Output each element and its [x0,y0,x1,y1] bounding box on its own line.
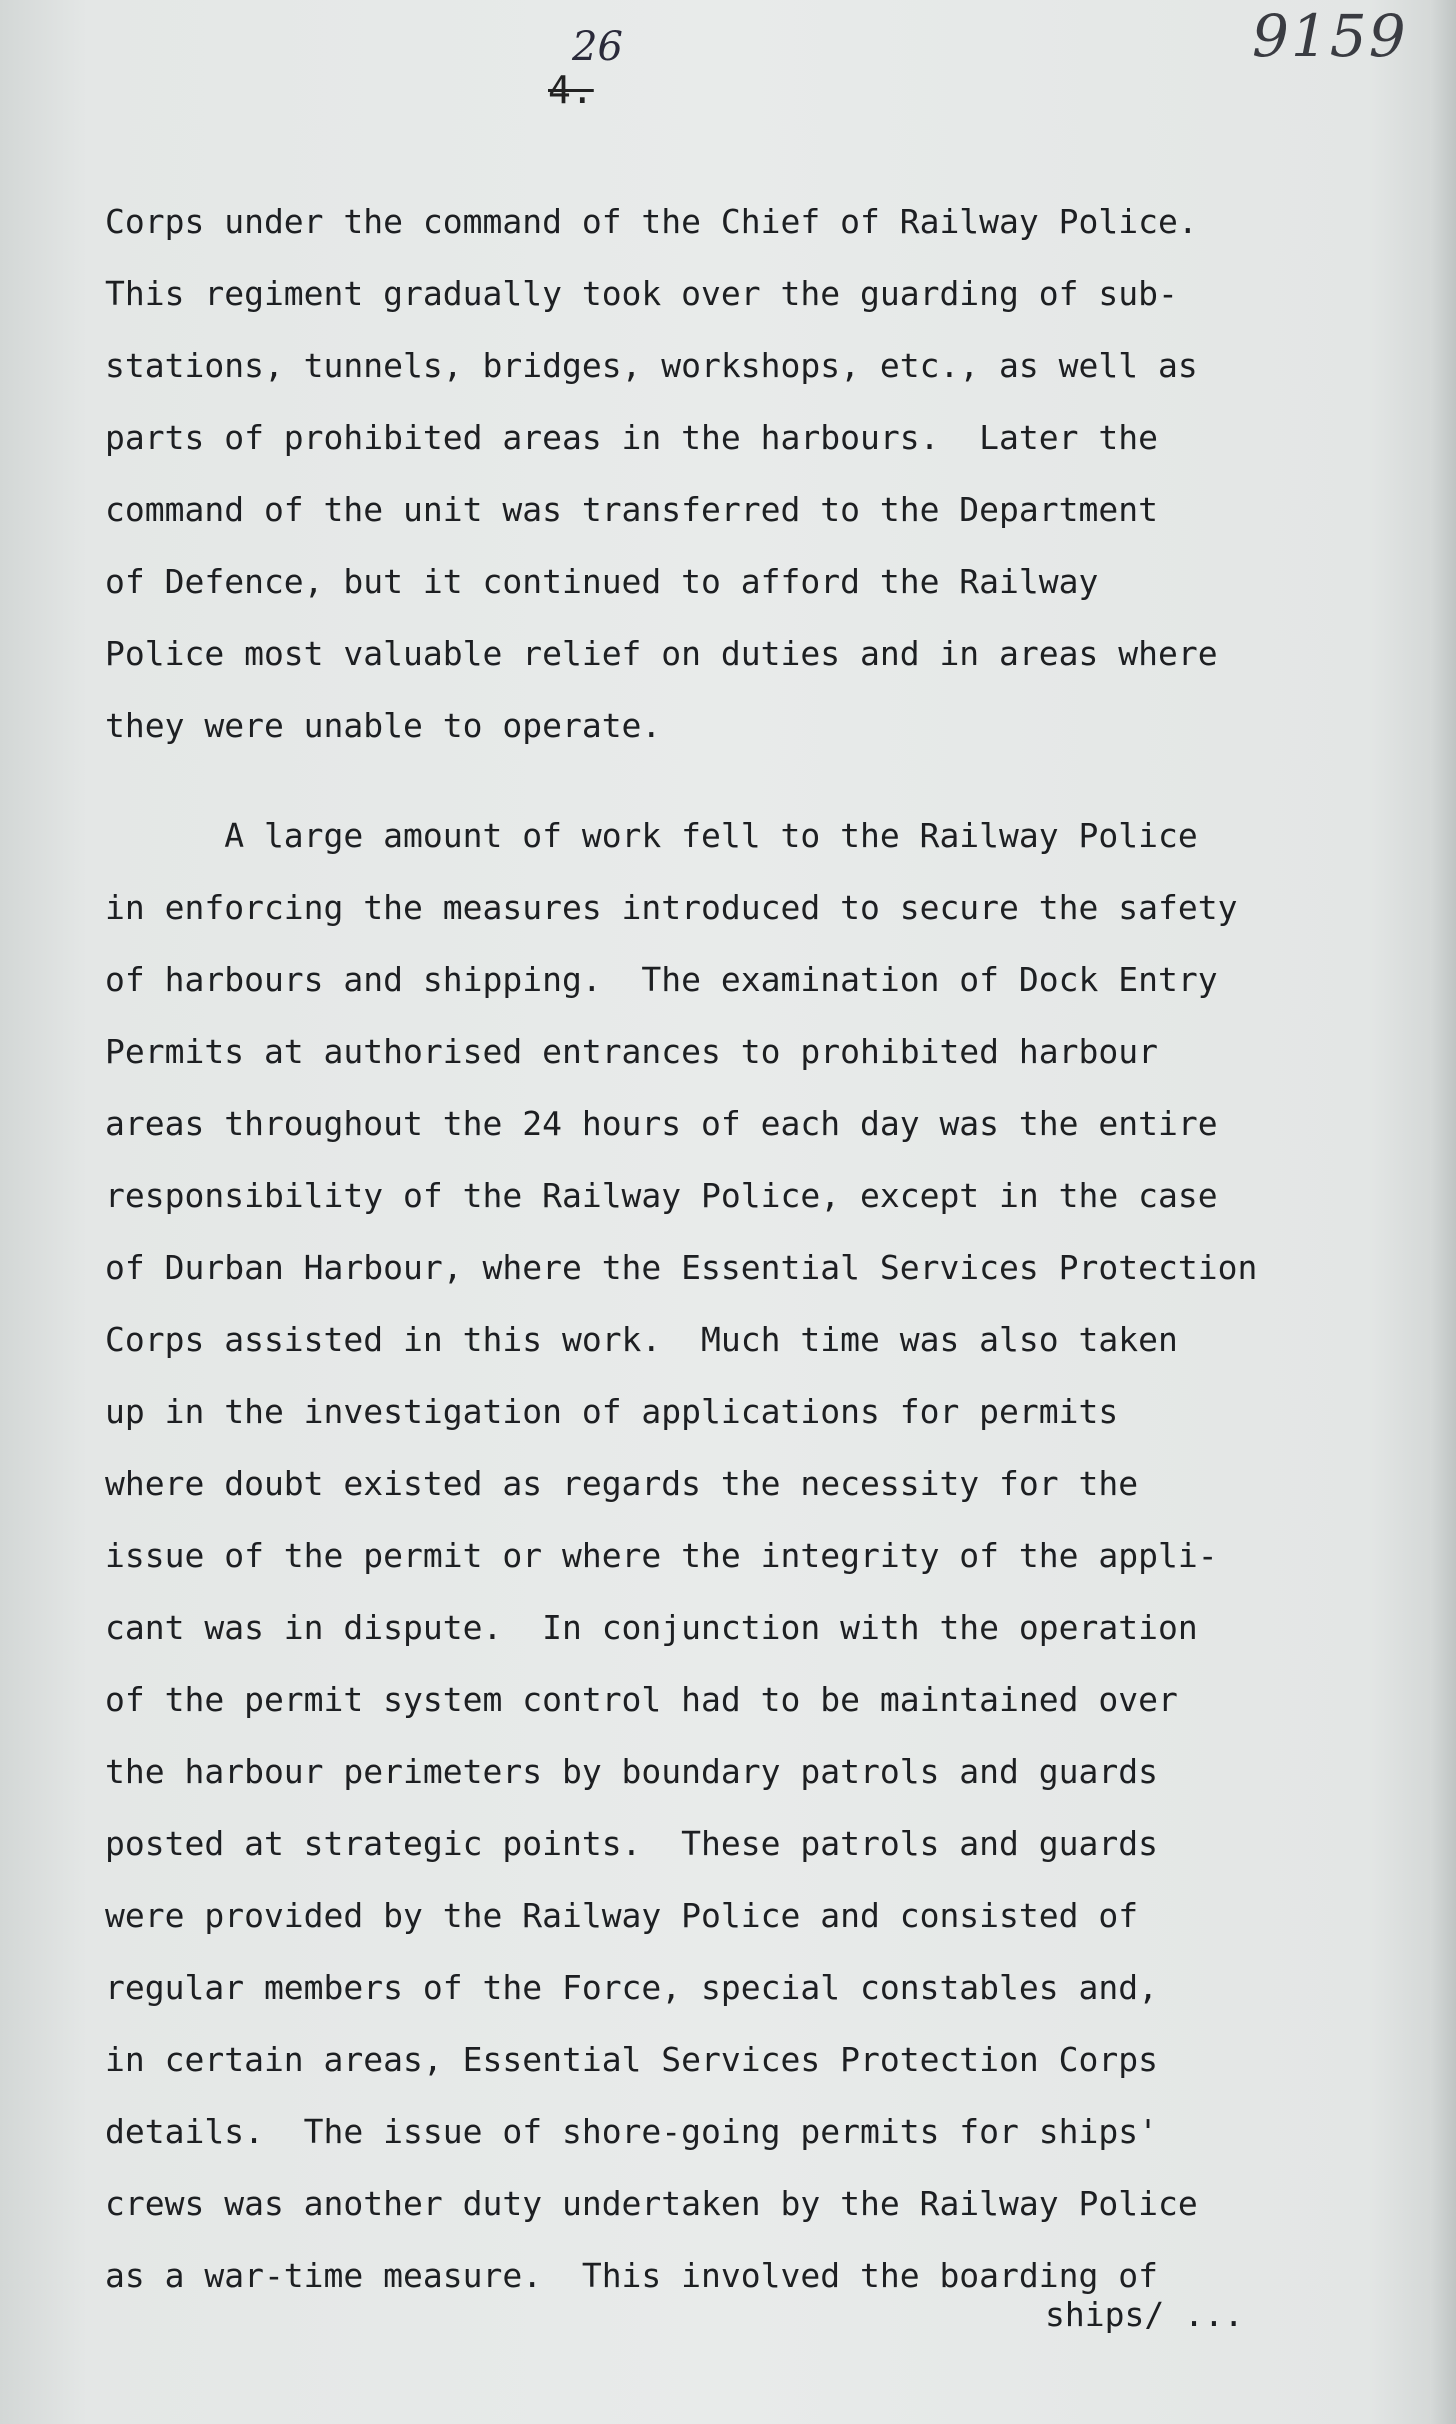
text-line: responsibility of the Railway Police, except in the case [105,1176,1218,1215]
page-edge [1430,0,1456,2424]
text-line: command of the unit was transferred to the Department [105,490,1158,529]
text-line: crews was another duty undertaken by the Railway Police [105,2184,1198,2223]
text-line: they were unable to operate. [105,706,662,745]
text-line: where doubt existed as regards the necessity for the [105,1464,1139,1503]
text-line: of Defence, but it continued to afford the Railway [105,562,1099,601]
text-line: details. The issue of shore-going permits for ships' [105,2112,1158,2151]
text-line: posted at strategic points. These patrols and guards [105,1824,1158,1863]
text-line: as a war-time measure. This involved the boarding of [105,2256,1158,2295]
text-line: areas throughout the 24 hours of each day was the entire [105,1104,1218,1143]
text-line: of Durban Harbour, where the Essential Services Protection [105,1248,1258,1287]
text-line: Corps under the command of the Chief of Railway Police. [105,202,1198,241]
text-line: Corps assisted in this work. Much time was also taken [105,1320,1178,1359]
page-number-typed: 4. [548,68,594,112]
text-line: of the permit system control had to be maintained over [105,1680,1178,1719]
text-line: stations, tunnels, bridges, workshops, etc., as well as [105,346,1198,385]
folio-number: 9159 [1252,2,1408,70]
text-line: Police most valuable relief on duties and in areas where [105,634,1218,673]
body-text [105,186,1405,2312]
text-line: issue of the permit or where the integrity of the appli- [105,1536,1218,1575]
text-line: regular members of the Force, special constables and, [105,1968,1158,2007]
catchword-footer: ships/ ... [1045,2295,1244,2334]
text-line: the harbour perimeters by boundary patrols and guards [105,1752,1158,1791]
page-number-handwritten: 26 [572,24,623,70]
text-line: Permits at authorised entrances to prohibited harbour [105,1032,1158,1071]
text-line: A large amount of work fell to the Railway Police [105,816,1198,855]
text-line: of harbours and shipping. The examination of Dock Entry [105,960,1218,999]
text-line: This regiment gradually took over the guarding of sub- [105,274,1178,313]
text-line: up in the investigation of applications for permits [105,1392,1119,1431]
text-line: in certain areas, Essential Services Protection Corps [105,2040,1158,2079]
paragraph-gap [105,762,1405,800]
page-number [548,24,623,112]
text-line: were provided by the Railway Police and consisted of [105,1896,1139,1935]
text-line: cant was in dispute. In conjunction with the operation [105,1608,1198,1647]
text-line: parts of prohibited areas in the harbours. Later the [105,418,1158,457]
text-line: in enforcing the measures introduced to secure the safety [105,888,1238,927]
